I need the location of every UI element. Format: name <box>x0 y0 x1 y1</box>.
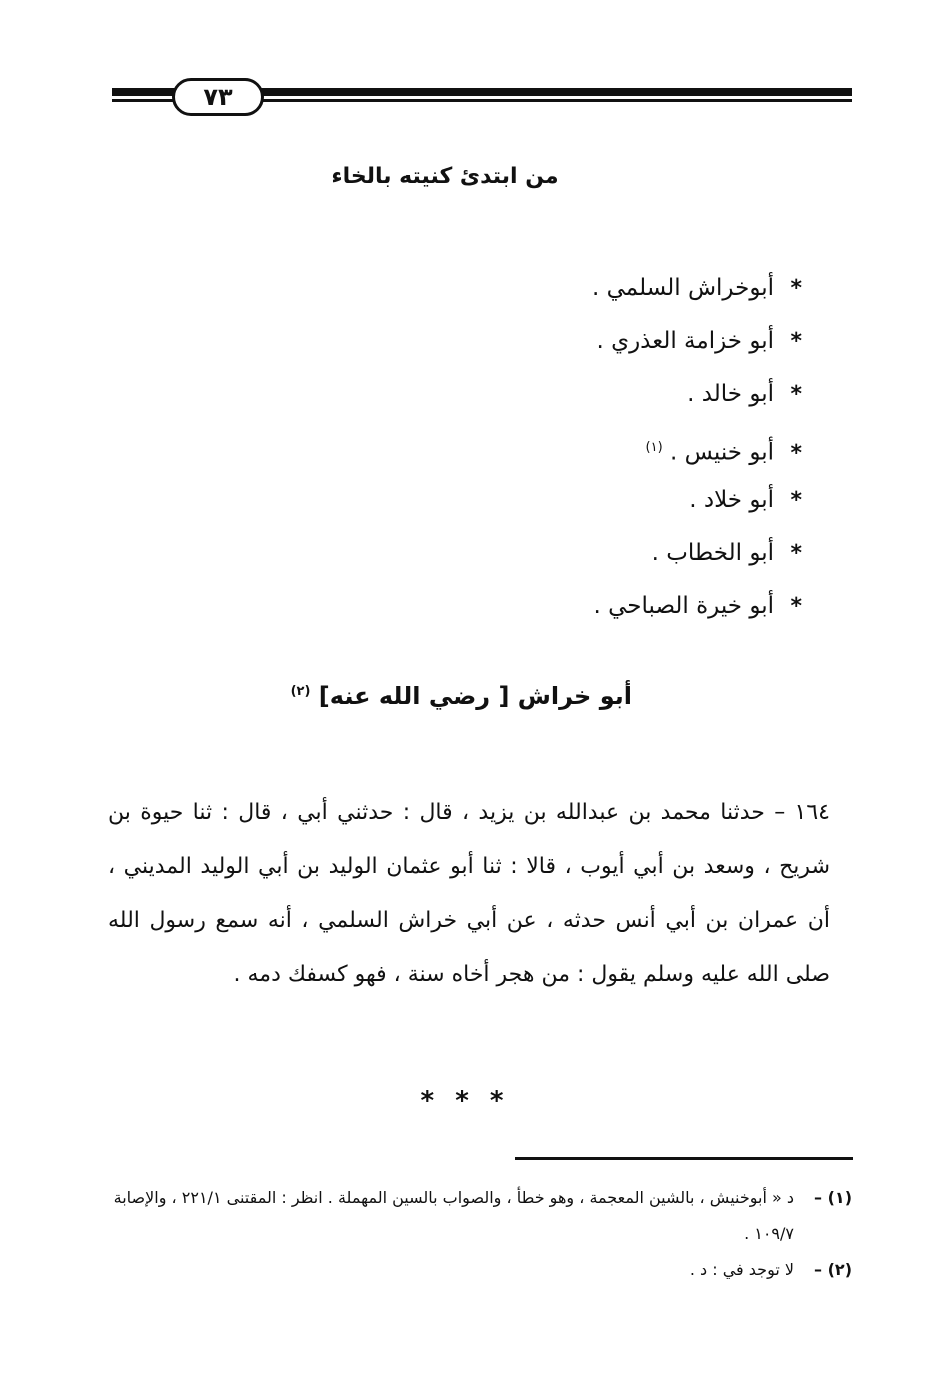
bullet-star-icon: * <box>790 488 802 513</box>
footnote-text: د « أبوخنيش ، بالشين المعجمة ، وهو خطأ ، والصواب بالسين المهملة . انظر : المقتنى ٢٢١/١ ، والإصابة ١٠٩/٧ . <box>113 1188 794 1243</box>
list-item-text: أبو الخطاب . <box>651 540 774 566</box>
section-separator: * * * <box>420 1086 510 1116</box>
footnote-number: (١) – <box>814 1188 852 1207</box>
footnote-item <box>108 1180 852 1252</box>
list-item <box>382 262 802 315</box>
list-item <box>382 315 802 368</box>
entry-heading-text: أبو خراش [ رضي الله عنه] <box>318 682 632 710</box>
bullet-star-icon: * <box>790 329 802 354</box>
list-item <box>382 421 802 474</box>
bullet-star-icon: * <box>790 382 802 407</box>
section-title: من ابتدئ كنيته بالخاء <box>331 164 559 189</box>
footnotes <box>108 1180 852 1288</box>
list-item-text: أبوخراش السلمي . <box>592 275 774 301</box>
footnote-text: لا توجد في : د . <box>689 1260 794 1279</box>
list-item <box>382 580 802 633</box>
list-item-text: أبو خيرة الصباحي . <box>593 593 774 619</box>
page-number: ٧٣ <box>172 78 264 116</box>
footnote-item <box>108 1252 852 1288</box>
footnote-divider <box>515 1157 853 1160</box>
list-item-text: أبو خزامة العذري . <box>596 328 774 354</box>
list-item <box>382 368 802 421</box>
bullet-star-icon: * <box>790 440 802 466</box>
list-item-text: أبو خنيس . <box>669 439 774 466</box>
footnote-marker[interactable]: (١) <box>645 440 663 455</box>
hadith-paragraph: ١٦٤ – حدثنا محمد بن عبدالله بن يزيد ، قال : حدثني أبي ، قال : ثنا حيوة بن شريح ، وسعد بن أبي أيوب ، قالا : ثنا أبو عثمان الوليد بن أبي الوليد المديني ، أن عمران بن أبي أنس حدثه ، عن أبي خراش السلمي ، أنه سمع رسول الله صلى الله عليه وسلم يقول : من هجر أخاه سنة ، فهو كسفك دمه . <box>108 800 830 987</box>
bullet-star-icon: * <box>790 594 802 619</box>
list-item <box>382 474 802 527</box>
list-item-text: أبو خالد . <box>687 381 774 407</box>
bullet-star-icon: * <box>790 541 802 566</box>
kunya-list <box>382 262 802 633</box>
list-item <box>382 527 802 580</box>
footnote-number: (٢) – <box>814 1260 852 1279</box>
footnote-marker[interactable]: (٢) <box>290 684 311 699</box>
bullet-star-icon: * <box>790 276 802 301</box>
entry-heading <box>291 682 632 710</box>
list-item-text: أبو خلاد . <box>689 487 774 513</box>
